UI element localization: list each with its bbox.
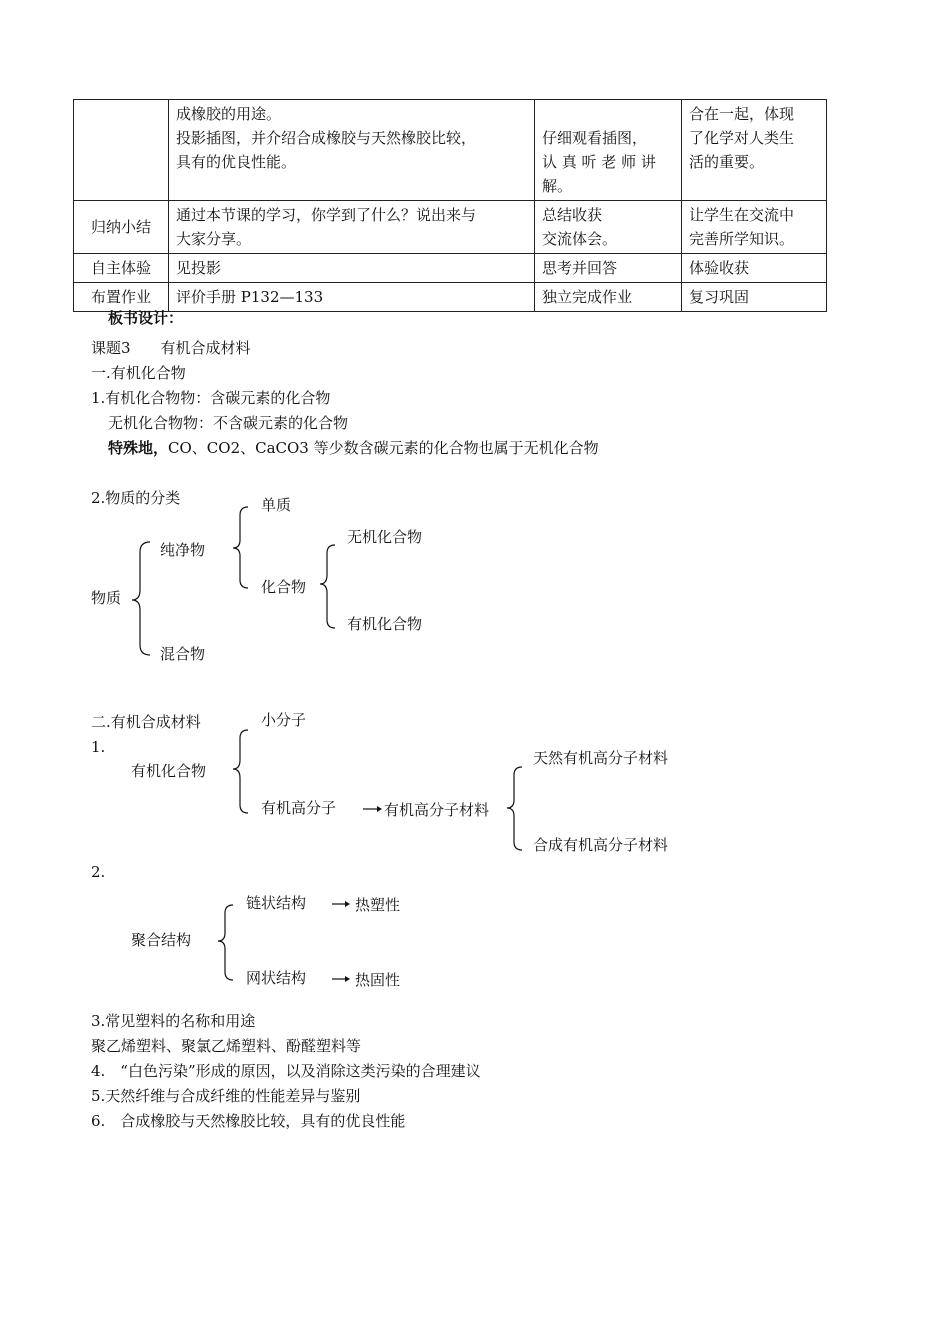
tree-node-polymer-material: 有机高分子材料 bbox=[384, 801, 490, 819]
tree-node-element: 单质 bbox=[261, 496, 292, 514]
arrow-polymer-to-material bbox=[363, 806, 382, 812]
cell-line: 仔细观看插图， bbox=[542, 129, 648, 147]
cell-line: 交流体会。 bbox=[542, 230, 618, 248]
list-item-plastics: 3.常见塑料的名称和用途 bbox=[91, 1012, 256, 1030]
tree-node-chain-structure: 链状结构 bbox=[246, 894, 307, 912]
cell-line: 解。 bbox=[542, 177, 573, 195]
tree-node-mixture: 混合物 bbox=[160, 645, 206, 663]
table-cell-stage: 归纳小结 bbox=[74, 201, 169, 254]
list-item-plastics-detail: 聚乙烯塑料、聚氯乙烯塑料、酚醛塑料等 bbox=[91, 1037, 362, 1055]
table-cell-stage: 布置作业 bbox=[74, 283, 169, 312]
cell-line: 让学生在交流中 bbox=[689, 206, 795, 224]
table-cell-teacher-activity: 评价手册 P132—133 bbox=[169, 283, 535, 312]
tree-node-synthetic-polymer: 合成有机高分子材料 bbox=[533, 836, 669, 854]
brace-pure-substance bbox=[233, 507, 248, 588]
cell-line: 认 真 听 老 师 讲 bbox=[542, 153, 656, 171]
section-2-item-2-number: 2. bbox=[91, 863, 106, 881]
definition-inorganic: 无机化合物物：不含碳元素的化合物 bbox=[108, 414, 349, 432]
list-item-fibers: 5.天然纤维与合成纤维的性能差异与鉴别 bbox=[91, 1087, 361, 1105]
cell-line: 完善所学知识。 bbox=[689, 230, 795, 248]
table-cell-teacher-activity: 见投影 bbox=[169, 254, 535, 283]
tree-node-organic-compound-root: 有机化合物 bbox=[131, 762, 207, 780]
cell-line: 具有的优良性能。 bbox=[176, 153, 297, 171]
tree-node-matter: 物质 bbox=[91, 589, 122, 607]
board-design-heading: 板书设计： bbox=[108, 309, 184, 327]
brace-matter bbox=[132, 542, 150, 655]
brace-organic-compound bbox=[233, 730, 248, 813]
cell-line: 投影插图，并介绍合成橡胶与天然橡胶比较， bbox=[176, 129, 477, 147]
cell-line: 成橡胶的用途。 bbox=[176, 105, 282, 123]
tree-node-thermoset: 热固性 bbox=[355, 971, 401, 989]
tree-node-polymer-structure: 聚合结构 bbox=[131, 931, 192, 949]
special-note-label: 特殊地， bbox=[108, 439, 169, 457]
cell-line: 了化学对人类生 bbox=[689, 129, 795, 147]
tree-node-compound: 化合物 bbox=[261, 578, 307, 596]
tree-node-organic-polymer: 有机高分子 bbox=[261, 799, 337, 817]
cell-line: 大家分享。 bbox=[176, 230, 252, 248]
cell-line: 合在一起，体现 bbox=[689, 105, 795, 123]
brace-polymer-structure bbox=[218, 905, 233, 980]
lesson-title: 课题3 有机合成材料 bbox=[91, 339, 251, 357]
section-1-title: 一.有机化合物 bbox=[91, 364, 186, 382]
tree-node-thermoplastic: 热塑性 bbox=[355, 896, 401, 914]
arrow-chain-to-thermoplastic bbox=[332, 901, 350, 907]
list-item-white-pollution: 4. “白色污染”形成的原因，以及消除这类污染的合理建议 bbox=[91, 1062, 481, 1080]
brace-compound bbox=[320, 545, 335, 628]
cell-line: 活的重要。 bbox=[689, 153, 765, 171]
section-2-item-1-number: 1. bbox=[91, 738, 106, 756]
cell-line: 通过本节课的学习，你学到了什么？说出来与 bbox=[176, 206, 477, 224]
table-cell-stage: 自主体验 bbox=[74, 254, 169, 283]
tree-node-natural-polymer: 天然有机高分子材料 bbox=[533, 749, 669, 767]
table-cell-design-intent: 复习巩固 bbox=[682, 283, 827, 312]
definition-organic: 1.有机化合物物：含碳元素的化合物 bbox=[91, 389, 331, 407]
tree-node-pure-substance: 纯净物 bbox=[160, 541, 206, 559]
tree-node-network-structure: 网状结构 bbox=[246, 969, 307, 987]
arrow-network-to-thermoset bbox=[332, 976, 350, 982]
tree-node-small-molecule: 小分子 bbox=[261, 711, 307, 729]
special-note-text: CO、CO2、CaCO3 等少数含碳元素的化合物也属于无机化合物 bbox=[168, 439, 599, 457]
brace-polymer-material bbox=[507, 767, 522, 850]
list-item-rubber: 6. 合成橡胶与天然橡胶比较，具有的优良性能 bbox=[91, 1112, 406, 1130]
table-cell-student-activity: 思考并回答 bbox=[535, 254, 682, 283]
tree-node-inorganic-compound: 无机化合物 bbox=[347, 528, 423, 546]
section-2-title: 二.有机合成材料 bbox=[91, 713, 201, 731]
table-cell-student-activity: 独立完成作业 bbox=[535, 283, 682, 312]
tree-node-organic-compound: 有机化合物 bbox=[347, 615, 423, 633]
table-cell-design-intent: 体验收获 bbox=[682, 254, 827, 283]
classification-title: 2.物质的分类 bbox=[91, 489, 181, 507]
cell-line: 总结收获 bbox=[542, 206, 603, 224]
